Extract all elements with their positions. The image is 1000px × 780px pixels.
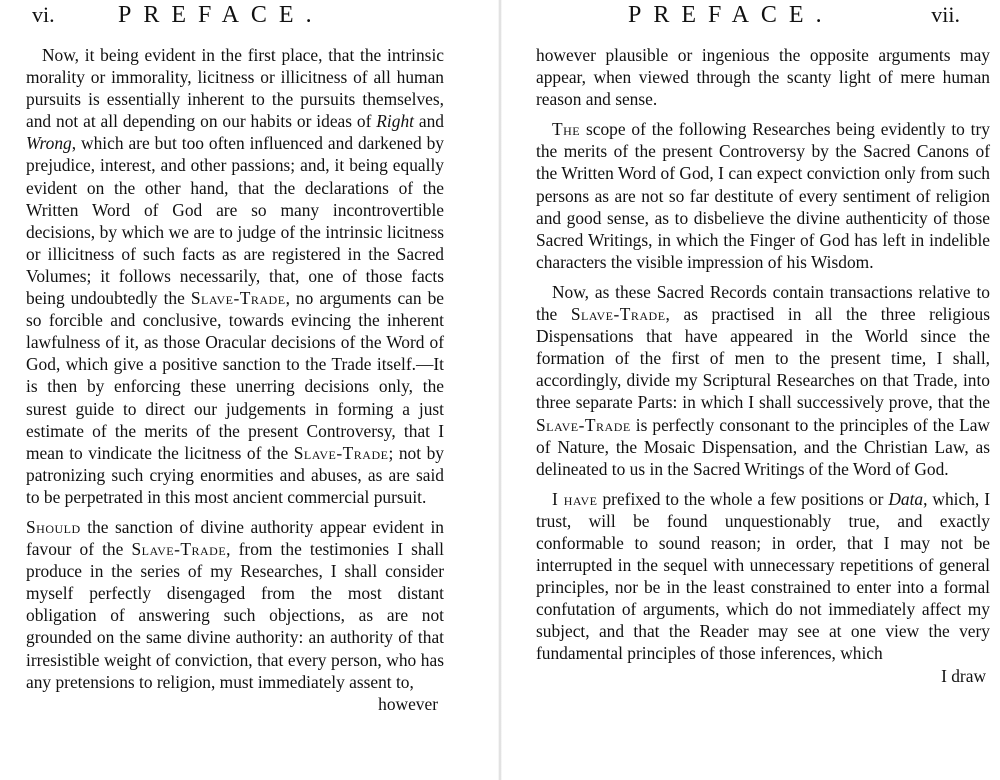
running-title: PREFACE.	[118, 2, 324, 28]
paragraph-2: Now, as these Sacred Records contain transactions relative to the Slave-Trade, as practised in all the three religious Dispensations that have appeared in the World since the formation of the first of men to the present time, I shall, accordingly, divide my Scriptural Researches on that Trade, into three separate Parts: in which I shall successively prove, that the Slave-Trade is perfectly consonant to the principles of the Law of Nature, the Mosaic Dispensation, and the Christian Law, as delineated to us in the Sacred Writings of the Word of God.	[536, 281, 991, 479]
right-page-header	[536, 0, 990, 44]
catchword: I draw	[941, 665, 986, 686]
paragraph-continued: however plausible or ingenious the opposite arguments may appear, when viewed through the scanty light of mere human reason and sense.	[536, 45, 990, 110]
right-page	[500, 0, 1000, 780]
page-number: vii.	[931, 2, 960, 27]
page-number: vi.	[32, 2, 55, 27]
left-page-header	[26, 0, 444, 44]
paragraph-1: The scope of the following Researches being evidently to try the merits of the present Controversy by the Sacred Canons of the Written Word of God, I can expect conviction only from such persons as are not so far destitute of every sentiment of religion and good sense, as to disbelieve the divine authenticity of those Sacred Writings, in which the Finger of God has left in indelible characters the visible impression of his Wisdom.	[536, 119, 990, 272]
paragraph-1: Now, it being evident in the first place, that the intrinsic morality or immorality, licitness or illicitness of all human pursuits is essentially inherent to the pursuits themselves, and not at all depending on our habits or ideas of Right and Wrong, which are but too often influenced and darkened by prejudice, interest, and other passions; and, it being equally evident on the other hand, that the declarations of the Written Word of God are so many incontrovertible decisions, by which we are to judge of the intrinsic licitness or illicitness of such facts as are registered in the Sacred Volumes; it follows necessarily, that, one of those facts being undoubtedly the Slave-Trade, no arguments can be so forcible and conclusive, towards evincing the inherent lawfulness of it, as those Oracular decisions of the Word of God, which give a positive sanction to the Trade itself.—It is then by enforcing these unerring decisions only, the surest guide to direct our judgements in forming a just estimate of the merits of the present Controversy, that I mean to vindicate the licitness of the Slave-Trade; not by patronizing such crying enormities and abuses, as are said to be perpetrated in this most ancient commercial pursuit.	[26, 45, 444, 507]
running-title: PREFACE.	[628, 2, 834, 28]
paragraph-3: I have prefixed to the whole a few positions or Data, which, I trust, will be found unquestionably true, and exactly conformable to sound reason; in order, that I may not be interrupted in the sequel with unnecessary repetitions of general principles, nor be in the least constrained to enter into a formal confutation of arguments, which do not immediately affect my subject, and that the Reader may see at one view the very fundamental principles of those inferences, which	[536, 488, 990, 664]
catchword: however	[378, 693, 438, 714]
paragraph-2: Should the sanction of divine authority appear evident in favour of the Slave-Trade, from the testimonies I shall produce in the series of my Researches, I shall consider myself perfectly disengaged from the most distant obligation of answering such objections, as are not grounded on the same divine authority: an authority of that irresistible weight of conviction, that every person, who has any pretensions to religion, must immediately assent to,	[26, 516, 444, 692]
